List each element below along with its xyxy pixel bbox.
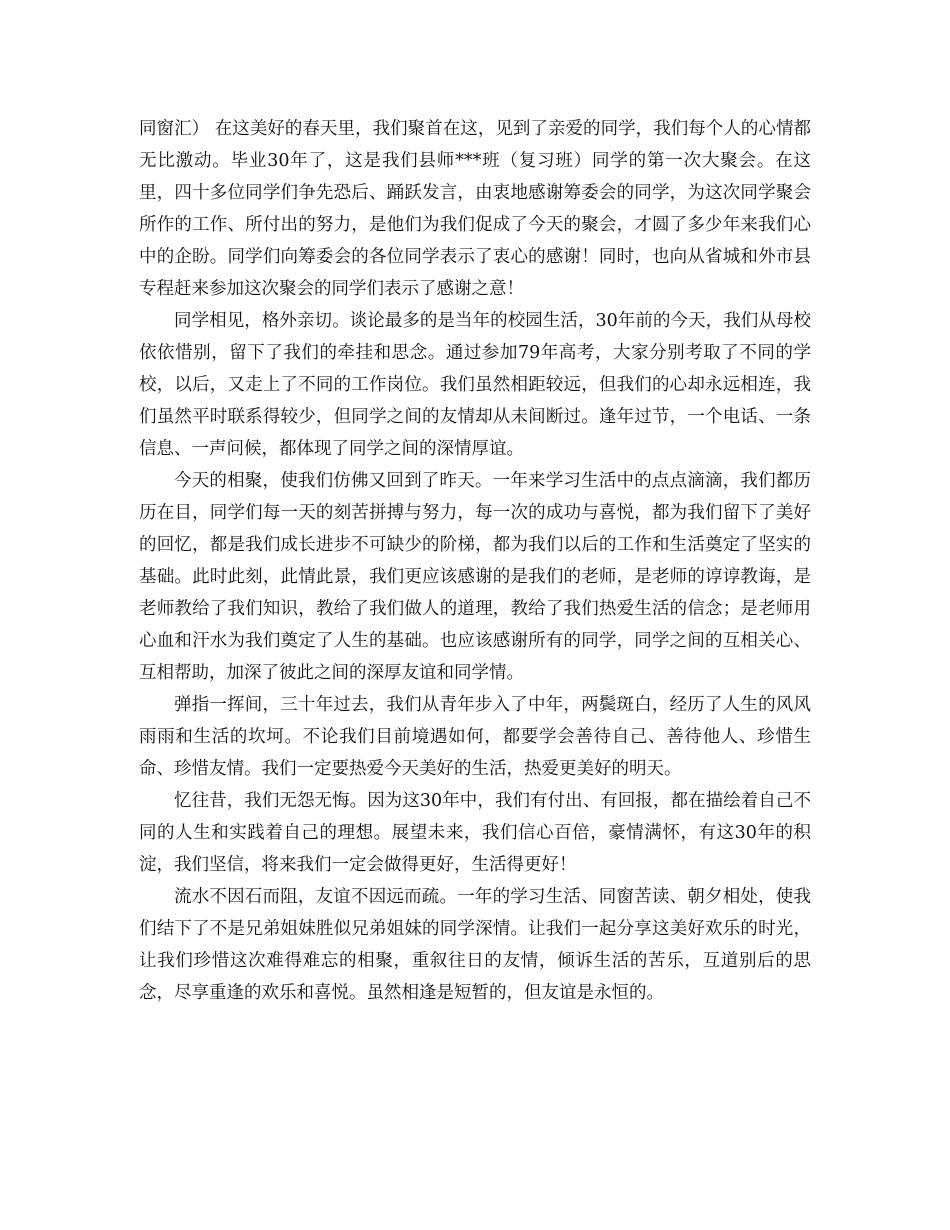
paragraph-4: 弹指一挥间，三十年过去，我们从青年步入了中年，两鬓斑白，经历了人生的风风雨雨和生活的坎坷。不论我们目前境遇如何，都要学会善待自己、善待他人、珍惜生命、珍惜友情。我们一定要热爱今天美好的生活，热爱更美好的明天。 xyxy=(139,695,811,779)
paragraph-3: 今天的相聚，使我们仿佛又回到了昨天。一年来学习生活中的点点滴滴，我们都历历在目，同学们每一天的刻苦拼搏与努力，每一次的成功与喜悦，都为我们留下了美好的回忆，都是我们成长进步不可缺少的阶梯，都为我们以后的工作和生活奠定了坚实的基础。此时此刻，此情此景，我们更应该感谢的是我们的老师，是老师的谆谆教诲，是老师教给了我们知识，教给了我们做人的道理，教给了我们热爱生活的信念；是老师用心血和汗水为我们奠定了人生的基础。也应该感谢所有的同学，同学之间的互相关心、互相帮助，加深了彼此之间的深厚友谊和同学情。 xyxy=(139,471,811,683)
paragraph-2: 同学相见，格外亲切。谈论最多的是当年的校园生活，30年前的今天，我们从母校依依惜别，留下了我们的牵挂和思念。通过参加79年高考，大家分别考取了不同的学校，以后，又走上了不同的工作岗位。我们虽然相距较远，但我们的心却永远相连，我们虽然平时联系得较少，但同学之间的友情却从未间断过。逢年过节，一个电话、一条信息、一声问候，都体现了同学之间的深情厚谊。 xyxy=(139,311,811,459)
paragraph-5: 忆往昔，我们无怨无悔。因为这30年中，我们有付出、有回报，都在描绘着自己不同的人生和实践着自己的理想。展望未来，我们信心百倍，豪情满怀，有这30年的积淀，我们坚信，将来我们一定会做得更好，生活得更好！ xyxy=(139,791,811,875)
paragraph-6: 流水不因石而阻，友谊不因远而疏。一年的学习生活、同窗苦读、朝夕相处，使我们结下了不是兄弟姐妹胜似兄弟姐妹的同学深情。让我们一起分享这美好欢乐的时光，让我们珍惜这次难得难忘的相聚，重叙往日的友情，倾诉生活的苦乐，互道别后的思念，尽享重逢的欢乐和喜悦。虽然相逢是短暂的，但友谊是永恒的。 xyxy=(139,887,811,1003)
paragraph-1: 同窗汇） 在这美好的春天里，我们聚首在这，见到了亲爱的同学，我们每个人的心情都无比激动。毕业30年了，这是我们县师***班（复习班）同学的第一次大聚会。在这里，四十多位同学们争先恐后、踊跃发言，由衷地感谢筹委会的同学，为这次同学聚会所作的工作、所付出的努力，是他们为我们促成了今天的聚会，才圆了多少年来我们心中的企盼。同学们向筹委会的各位同学表示了衷心的感谢！同时，也向从省城和外市县专程赶来参加这次聚会的同学们表示了感谢之意！ xyxy=(139,119,811,299)
document-body xyxy=(139,113,811,1009)
